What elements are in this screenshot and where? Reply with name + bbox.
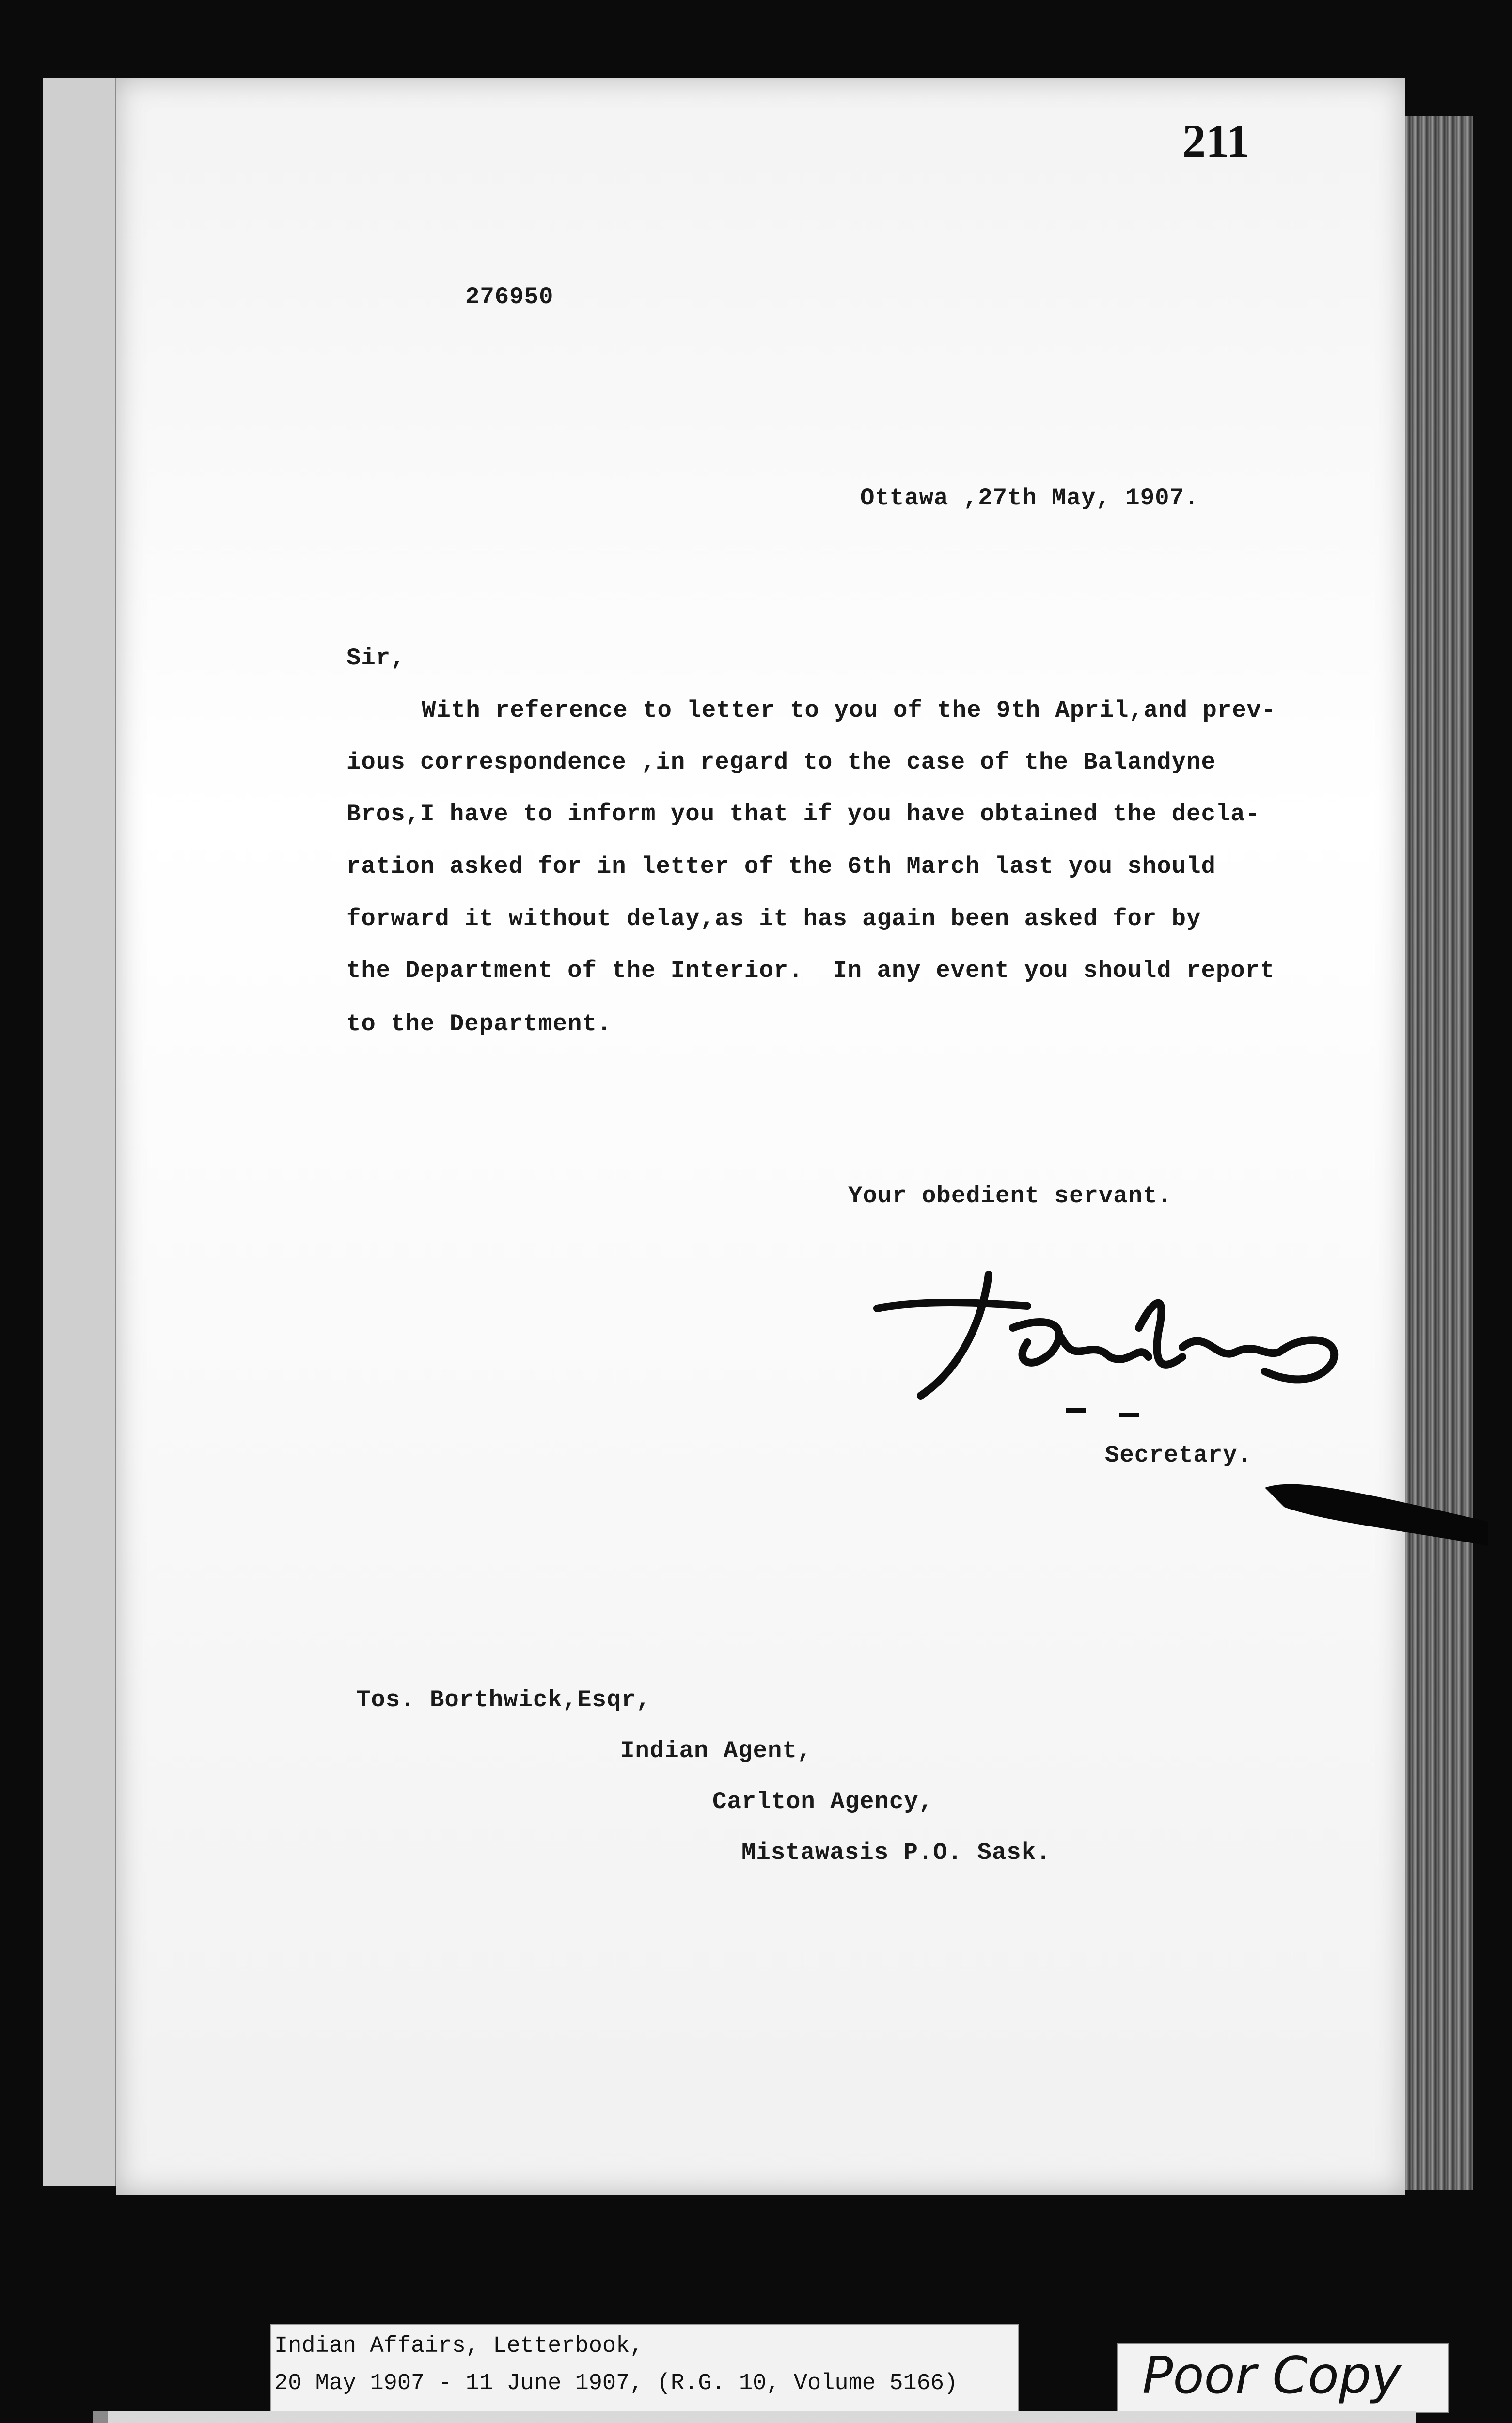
pen-tip xyxy=(1265,1478,1488,1546)
archives-stamp xyxy=(93,2411,1416,2423)
closing: Your obedient servant. xyxy=(848,1182,1172,1210)
body-line: ious correspondence ,in regard to the case of the Balandyne xyxy=(346,749,1216,776)
archive-label-line: Indian Affairs, Letterbook, xyxy=(274,2333,644,2359)
body-line: ration asked for in letter of the 6th March last you should xyxy=(346,853,1216,880)
salutation: Sir, xyxy=(346,645,406,672)
archive-label-line: 20 May 1907 - 11 June 1907, (R.G. 10, Volume 5166) xyxy=(274,2371,958,2396)
body-line: forward it without delay,as it has again been asked for by xyxy=(346,905,1201,932)
body-line: to the Department. xyxy=(346,1010,612,1038)
book-left-edge xyxy=(43,78,120,2186)
signature xyxy=(867,1270,1362,1430)
page-number: 211 xyxy=(1182,115,1250,167)
addressee-name: Tos. Borthwick,Esqr, xyxy=(356,1686,651,1714)
addressee-agency: Carlton Agency, xyxy=(712,1788,934,1815)
body-line: the Department of the Interior. In any event you should report xyxy=(346,957,1275,984)
date-line: Ottawa ,27th May, 1907. xyxy=(860,485,1199,512)
signatory-title: Secretary. xyxy=(1105,1442,1253,1469)
addressee-post-office: Mistawasis P.O. Sask. xyxy=(741,1839,1051,1866)
body-line: Bros,I have to inform you that if you have obtained the decla- xyxy=(346,801,1260,828)
quality-note-text: Poor Copy xyxy=(1142,2346,1402,2405)
archive-label xyxy=(270,2324,1019,2418)
letter-page xyxy=(116,78,1405,2195)
quality-note xyxy=(1117,2343,1449,2413)
addressee-title: Indian Agent, xyxy=(620,1737,812,1764)
body-line: With reference to letter to you of the 9th April,and prev- xyxy=(422,697,1276,724)
reference-number: 276950 xyxy=(465,283,554,311)
